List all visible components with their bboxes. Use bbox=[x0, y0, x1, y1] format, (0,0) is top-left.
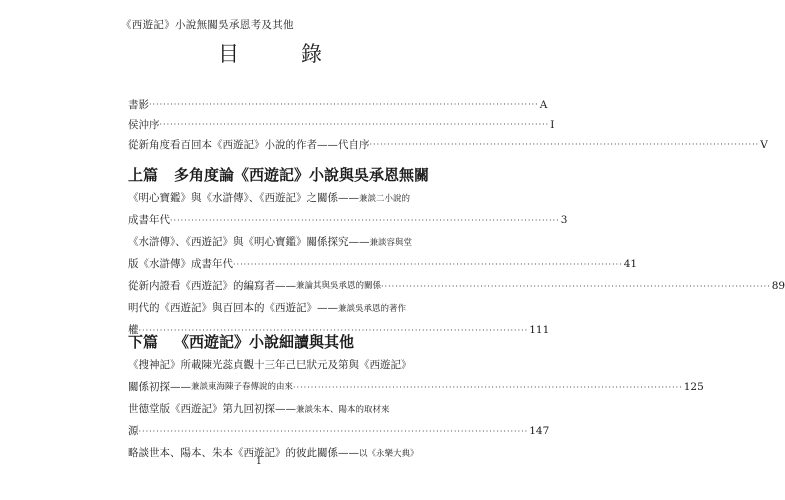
toc-entry-label: 世德堂版《西遊記》第九回初探—— bbox=[128, 403, 296, 415]
toc-page-number: A bbox=[539, 99, 548, 111]
part1-heading bbox=[128, 163, 430, 187]
toc-entry-subtitle: 以《永樂大典》 bbox=[359, 449, 419, 459]
toc-entry-subtitle: 兼談吳承恩的著作 bbox=[338, 304, 407, 314]
toc-entry[interactable] bbox=[128, 442, 419, 464]
toc-entry-label: 略談世本、陽本、朱本《西遊記》的彼此關係—— bbox=[128, 447, 359, 459]
toc-entry-label: 從新内證看《西遊記》的編寫者—— bbox=[128, 280, 296, 292]
toc-page-number: 125 bbox=[683, 381, 704, 393]
dot-leader: ·············································································································· bbox=[233, 260, 623, 269]
toc-entry-label: 明代的《西遊記》與百回本的《西遊記》—— bbox=[128, 302, 338, 314]
toc-page-number: V bbox=[760, 139, 768, 151]
dot-leader: ·············································································································· bbox=[381, 282, 771, 291]
part1-label: 上篇 bbox=[128, 166, 159, 184]
toc-entry-label: 源 bbox=[128, 425, 139, 437]
part1-title: 多角度論《西遊記》小說與吳承恩無關 bbox=[174, 166, 430, 184]
toc-entry-label: 《水滸傳》、《西遊記》與《明心寶鑑》關係探究—— bbox=[128, 236, 370, 248]
toc-entry[interactable] bbox=[128, 398, 550, 442]
toc-entry-subtitle: 兼論其與吳承恩的關係 bbox=[296, 281, 382, 291]
dot-leader: ·············································································································· bbox=[369, 140, 760, 149]
toc-entry-subtitle: 兼談二小說的 bbox=[359, 194, 411, 204]
dot-leader: ·············································································································· bbox=[138, 326, 529, 335]
toc-page-number: 89 bbox=[771, 280, 785, 292]
dot-leader: ·············································································································· bbox=[170, 216, 560, 225]
toc-page-number: 41 bbox=[623, 258, 638, 270]
toc-page-number: 111 bbox=[529, 324, 550, 336]
toc-entry[interactable] bbox=[128, 187, 568, 231]
toc-entry[interactable] bbox=[128, 115, 555, 135]
toc-entry-subtitle: 兼談朱本、陽本的取材來 bbox=[296, 405, 390, 415]
front-matter-list bbox=[128, 95, 768, 155]
toc-page-number: I bbox=[550, 119, 555, 131]
dot-leader: ·············································································································· bbox=[138, 427, 529, 436]
toc-entry-label: 書影 bbox=[128, 99, 149, 111]
toc-entry-label: 《搜神記》所載陳光蕊貞觀十三年己巳狀元及第與《西遊記》 bbox=[128, 359, 412, 371]
running-head: 《西遊記》小說無關吳承恩考及其他 bbox=[121, 19, 294, 31]
toc-entry-label: 版《水滸傳》成書年代 bbox=[128, 258, 233, 270]
part2-title: 《西遊記》小說細讀與其他 bbox=[174, 333, 355, 351]
toc-entry-label: 關係初探—— bbox=[128, 381, 191, 393]
toc-entry-label: 從新角度看百回本《西遊記》小說的作者——代自序 bbox=[128, 139, 370, 151]
part2-label: 下篇 bbox=[128, 333, 159, 351]
toc-page-number: 3 bbox=[560, 214, 568, 226]
toc-entry-subtitle: 兼談東海陳子春傳說的由來 bbox=[191, 382, 294, 392]
dot-leader: ·············································································································· bbox=[149, 100, 539, 109]
toc-entry-subtitle: 兼談容與堂 bbox=[369, 238, 413, 248]
toc-entry[interactable] bbox=[128, 135, 768, 155]
toc-entry[interactable] bbox=[128, 231, 638, 275]
part2-heading bbox=[128, 330, 398, 354]
dot-leader: ·············································································································· bbox=[159, 120, 550, 129]
toc-entry-label: 《明心寶鑑》與《水滸傳》、《西遊記》之關係—— bbox=[128, 192, 359, 204]
page-number: 1 bbox=[256, 457, 262, 467]
toc-entry-label: 侯沖序 bbox=[128, 119, 160, 131]
toc-entry[interactable] bbox=[128, 354, 704, 398]
page-title: 目錄 bbox=[218, 42, 384, 66]
toc-entry[interactable] bbox=[128, 95, 548, 115]
toc-entry-label: 成書年代 bbox=[128, 214, 170, 226]
dot-leader: ·············································································································· bbox=[293, 383, 683, 392]
toc-entry-label: 權 bbox=[128, 324, 139, 336]
toc-page-number: 147 bbox=[529, 425, 550, 437]
toc-entry[interactable] bbox=[128, 275, 785, 297]
part1-section bbox=[128, 163, 785, 341]
